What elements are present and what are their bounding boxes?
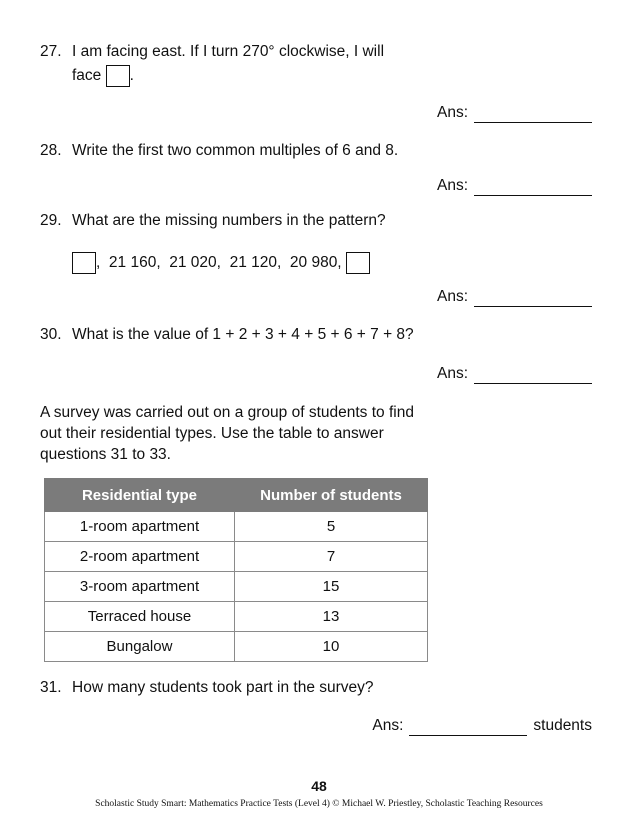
answer-blank[interactable]: [474, 181, 592, 196]
question-text: How many students took part in the survey?: [72, 679, 374, 696]
answer-line-27: [437, 103, 592, 123]
intro-line: out their residential types. Use the table to answer: [40, 425, 384, 442]
answer-blank[interactable]: [474, 108, 592, 123]
intro-line: questions 31 to 33.: [40, 446, 171, 463]
question-text: Write the first two common multiples of 6 and 8.: [72, 142, 399, 159]
student-count-cell: 15: [235, 572, 428, 602]
student-count-cell: 10: [235, 632, 428, 662]
answer-label: Ans:: [436, 177, 468, 194]
question-31: [40, 678, 374, 698]
answer-box-last[interactable]: [346, 252, 370, 274]
table-row: [45, 542, 428, 572]
answer-line-31: [372, 716, 592, 736]
answer-line-30: [437, 364, 592, 384]
column-header-residential-type: Residential type: [45, 479, 235, 512]
residential-type-cell: Terraced house: [45, 602, 235, 632]
answer-unit: students: [533, 717, 592, 734]
residential-table: [44, 478, 428, 662]
residential-type-cell: 3-room apartment: [45, 572, 235, 602]
question-28: [40, 141, 398, 161]
answer-blank[interactable]: [409, 721, 527, 736]
answer-line-28: [437, 176, 592, 196]
student-count-cell: 5: [235, 512, 428, 542]
student-count-cell: 13: [235, 602, 428, 632]
table-header-row: [45, 479, 428, 512]
answer-label: Ans:: [436, 104, 468, 121]
question-text: .: [129, 67, 134, 85]
table-row: [45, 602, 428, 632]
answer-label: Ans:: [436, 288, 468, 305]
question-number: 27.: [40, 43, 62, 60]
page-number: 48: [311, 778, 327, 794]
table-row: [45, 632, 428, 662]
residential-type-cell: 1-room apartment: [45, 512, 235, 542]
footer-copyright: Scholastic Study Smart: Mathematics Practice Tests (Level 4) © Michael W. Priestley, Scholastic Teaching Resources: [95, 799, 543, 809]
survey-intro: [40, 402, 440, 465]
answer-line-29: [437, 287, 592, 307]
question-27-continued: [72, 65, 134, 87]
answer-box-first[interactable]: [72, 252, 96, 274]
answer-box[interactable]: [106, 65, 130, 87]
residential-type-cell: 2-room apartment: [45, 542, 235, 572]
question-text: What are the missing numbers in the pattern?: [72, 212, 386, 229]
pattern-numbers: , 21 160, 21 020, 21 120, 20 980,: [96, 254, 342, 272]
table-row: [45, 512, 428, 542]
question-27: [40, 42, 384, 62]
question-number: 28.: [40, 142, 62, 159]
answer-label: Ans:: [436, 365, 468, 382]
question-29: [40, 211, 386, 231]
pattern-row: [72, 252, 370, 274]
question-text: I am facing east. If I turn 270° clockwise, I will: [72, 43, 385, 60]
residential-type-cell: Bungalow: [45, 632, 235, 662]
intro-line: A survey was carried out on a group of students to find: [40, 404, 414, 421]
answer-label: Ans:: [372, 717, 404, 734]
question-30: [40, 325, 414, 345]
question-text: What is the value of 1 + 2 + 3 + 4 + 5 + 6 + 7 + 8?: [72, 326, 414, 343]
question-number: 31.: [40, 679, 62, 696]
answer-blank[interactable]: [474, 369, 592, 384]
column-header-number-of-students: Number of students: [235, 479, 428, 512]
table-row: [45, 572, 428, 602]
question-number: 30.: [40, 326, 62, 343]
student-count-cell: 7: [235, 542, 428, 572]
question-text: face: [72, 67, 102, 85]
question-number: 29.: [40, 212, 62, 229]
answer-blank[interactable]: [474, 292, 592, 307]
